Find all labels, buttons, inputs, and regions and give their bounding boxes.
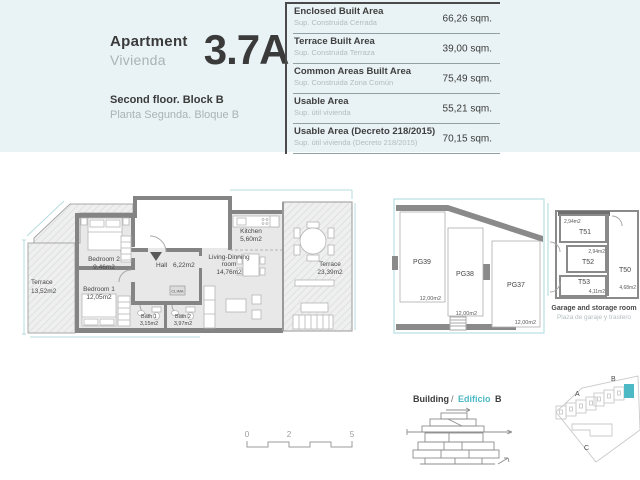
row-value: 55,21 sqm.: [442, 103, 492, 114]
storage-area: 4,68m2: [619, 285, 636, 291]
apartment-label-en: Apartment: [110, 33, 188, 50]
storage-area: 4,11m2: [588, 289, 605, 295]
building-title-en: Building: [413, 394, 449, 404]
scale-tick-label: 5: [349, 430, 355, 439]
table-row: [293, 34, 500, 64]
room-area: 23,39m2: [317, 269, 343, 276]
row-label: Common Areas Built Area: [294, 66, 412, 77]
room-label: Terrace: [319, 261, 341, 268]
row-label: Enclosed Built Area: [294, 6, 384, 17]
parking-area: 12,00m2: [455, 311, 477, 317]
building-section: [407, 394, 512, 464]
room-label: Terrace: [31, 279, 53, 286]
armchair-icon: [252, 295, 261, 304]
parking-space: [400, 212, 445, 302]
kitchen-sink-icon: [237, 218, 246, 225]
fridge-icon: [270, 216, 279, 227]
drawing-area: [0, 150, 640, 480]
room-label: Living-Dinning: [208, 254, 250, 261]
scale-tick-label: 0: [244, 430, 250, 439]
room-area: 5,60m2: [240, 236, 262, 243]
stairs-icon: [450, 317, 466, 330]
area-table: [285, 2, 500, 154]
row-sublabel: Sup. útil vivienda (Decreto 218/2015): [294, 138, 418, 147]
block-c-outline: [572, 424, 612, 436]
round-table-icon: [300, 228, 326, 254]
storage-area: 2,94m2: [588, 249, 605, 255]
building-title-separator: /: [451, 394, 454, 404]
wardrobe-icon: [121, 236, 131, 262]
garage-plan: [392, 199, 544, 333]
apartment-label-es: Vivienda: [110, 52, 166, 68]
row-sublabel: Sup. Construida Terraza: [294, 48, 375, 57]
parking-label: PG39: [413, 259, 431, 266]
room-label: Bedroom 2: [88, 256, 120, 263]
unit-number: 3.7A: [203, 26, 289, 73]
row-label: Usable Area: [294, 96, 349, 107]
clima-closet: [170, 286, 185, 295]
coffee-table-icon: [226, 299, 246, 312]
floor-line-en: Second floor. Block B: [110, 94, 224, 106]
room-label: Bedroom 1: [83, 286, 115, 293]
room-label: Hall: [156, 262, 168, 269]
row-value: 70,15 sqm.: [442, 133, 492, 144]
highlighted-unit-marker: [624, 384, 634, 398]
storage-label: T52: [581, 259, 595, 266]
storage-label: T51: [578, 229, 592, 236]
storage-plan: [548, 203, 638, 321]
storage-area: 2,94m2: [564, 219, 581, 225]
room-area: 3,15m2: [139, 321, 159, 327]
room-label: Kitchen: [240, 228, 262, 235]
storage-label: T53: [577, 279, 591, 286]
row-label: Usable Area (Decreto 218/2015): [294, 126, 436, 137]
row-label: Terrace Built Area: [294, 36, 375, 47]
parking-area: 12,00m2: [514, 320, 536, 326]
table-row: [293, 94, 500, 124]
table-row: [293, 64, 500, 94]
bench-icon: [295, 280, 334, 286]
floor-line-es: Planta Segunda. Bloque B: [110, 109, 240, 121]
site-block-a-label: A: [575, 391, 580, 398]
garage-caption-es: Plaza de garaje y trastero: [556, 314, 632, 321]
header-band: [0, 0, 640, 152]
side-table-icon: [301, 303, 328, 312]
room-area: 3,97m2: [173, 321, 193, 327]
room-area: 9,46m2: [93, 264, 115, 271]
room-area: 13,52m2: [31, 288, 57, 295]
building-title-es: Edificio: [458, 394, 491, 404]
room-label: Bath 1: [141, 314, 157, 320]
parking-label: PG37: [507, 282, 525, 289]
site-block-b-label: B: [611, 376, 616, 383]
garage-caption-en: Garage and storage room: [551, 305, 637, 312]
site-plan: [556, 376, 640, 462]
floor-plan: [22, 190, 355, 337]
room-area: 12,05m2: [86, 294, 112, 301]
table-row: [293, 4, 500, 34]
row-sublabel: Sup. Construida Cerrada: [294, 18, 377, 27]
parking-area: 12,00m2: [419, 296, 441, 302]
room-label: room: [221, 261, 237, 268]
block-b-units: [594, 387, 624, 406]
parking-label: PG38: [456, 271, 474, 278]
room-area: 14,76m2: [216, 269, 242, 276]
armchair-icon: [252, 310, 261, 319]
apartment-title-group: [110, 28, 288, 72]
scale-tick-label: 2: [286, 430, 292, 439]
scale-bar: [245, 430, 355, 447]
kitchen-furniture: [233, 216, 279, 227]
room-area: 6,22m2: [173, 262, 195, 269]
block-a-units: [556, 397, 596, 419]
room-label: Bath 2: [175, 314, 191, 320]
row-sublabel: Sup. Construida Zona Común: [294, 78, 394, 87]
storage-label: T50: [618, 267, 632, 274]
building-block-letter: B: [495, 394, 502, 404]
sofa-icon: [204, 286, 215, 328]
row-value: 66,26 sqm.: [442, 13, 492, 24]
row-sublabel: Sup. útil vivienda: [294, 108, 351, 117]
wardrobe-icon: [118, 296, 130, 326]
row-value: 39,00 sqm.: [442, 43, 492, 54]
scale-bar-line: [247, 441, 352, 447]
row-value: 75,49 sqm.: [442, 73, 492, 84]
site-block-c-label: C: [584, 445, 590, 452]
building-elevation-icon: [407, 408, 512, 464]
clima-label: CLIMA: [171, 288, 184, 294]
